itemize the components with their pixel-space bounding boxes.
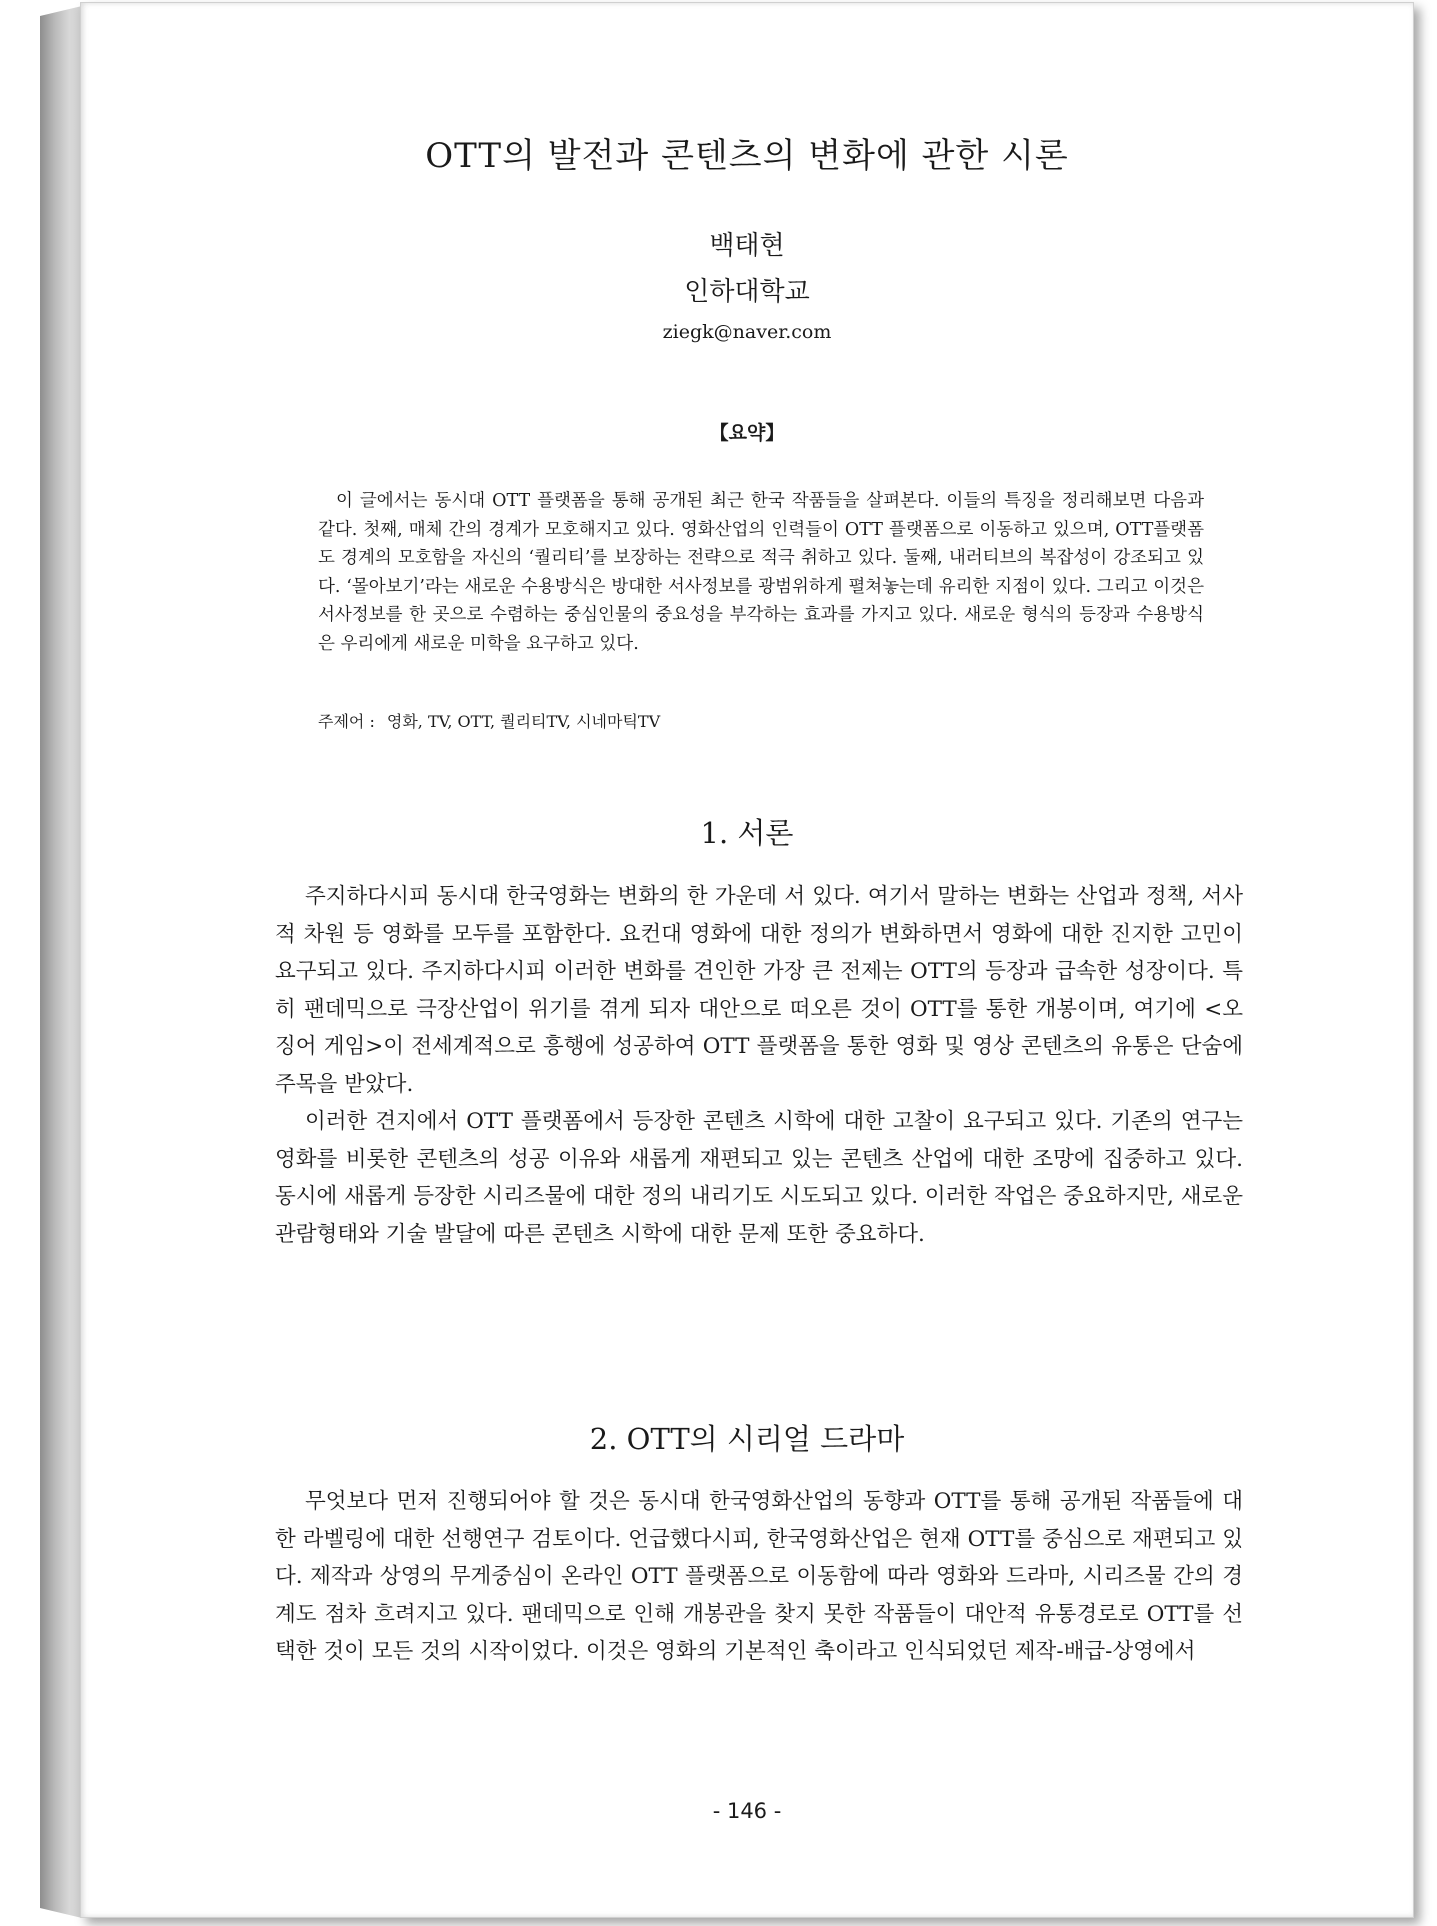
keywords-label: 주제어 : — [318, 712, 375, 731]
paper-title: OTT의 발전과 콘텐츠의 변화에 관한 시론 — [425, 136, 1069, 176]
paragraph: 이러한 견지에서 OTT 플랫폼에서 등장한 콘텐츠 시학에 대한 고찰이 요구되고 있다. 기존의 연구는 영화를 비롯한 콘텐츠의 성공 이유와 새롭게 재편되고 있는 콘텐츠 산업에 대한 조망에 집중하고 있다. 동시에 새롭게 등장한 시리즈물에 대한 정의 내리기도 시도되고 있다. 이러한 작업은 중요하지만, 새로운 관람형태와 기술 발달에 따른 콘텐츠 시학에 대한 문제 또한 중요하다. — [275, 1109, 1243, 1247]
abstract-heading: 【요약】 — [709, 422, 785, 444]
paragraph: 무엇보다 먼저 진행되어야 할 것은 동시대 한국영화산업의 동향과 OTT를 통해 공개된 작품들에 대한 라벨링에 대한 선행연구 검토이다. 언급했다시피, 한국영화산업은 현재 OTT를 중심으로 재편되고 있다. 제작과 상영의 무게중심이 온라인 OTT 플랫폼으로 이동함에 따라 영화와 드라마, 시리즈물 간의 경계도 점차 흐려지고 있다. 팬데믹으로 인해 개봉관을 찾지 못한 작품들이 대안적 유통경로로 OTT를 선택한 것이 모든 것의 시작이었다. 이것은 영화의 기본적인 축이라고 인식되었던 제작-배급-상영에서 — [275, 1489, 1243, 1664]
keywords-list: 영화, TV, OTT, 퀄리티TV, 시네마틱TV — [386, 712, 661, 731]
page-number: - 146 - — [712, 1799, 782, 1823]
keywords-line — [318, 709, 660, 732]
section-body-introduction — [275, 878, 1243, 1253]
section-heading-ott-serial-drama: 2. OTT의 시리얼 드라마 — [589, 1422, 905, 1456]
section-heading-introduction: 1. 서론 — [700, 816, 794, 850]
paper-page — [80, 2, 1414, 1918]
author-name: 백태현 — [709, 231, 785, 261]
abstract-text: 이 글에서는 동시대 OTT 플랫폼을 통해 공개된 최근 한국 작품들을 살펴본다. 이들의 특징을 정리해보면 다음과 같다. 첫째, 매체 간의 경계가 모호해지고 있다. 영화산업의 인력들이 OTT 플랫폼으로 이동하고 있으며, OTT플랫폼도 경계의 모호함을 자신의 ‘퀄리티’를 보장하는 전략으로 적극 취하고 있다. 둘째, 내러티브의 복잡성이 강조되고 있다. ‘몰아보기’라는 새로운 수용방식은 방대한 서사정보를 광범위하게 펼쳐놓는데 유리한 지점이 있다. 그리고 이것은 서사정보를 한 곳으로 수렴하는 중심인물의 중요성을 부각하는 효과를 가지고 있다. 새로운 형식의 등장과 수용방식은 우리에게 새로운 미학을 요구하고 있다. — [318, 491, 1204, 654]
author-affiliation: 인하대학교 — [684, 277, 810, 307]
book-spine — [40, 6, 82, 1918]
author-email: ziegk@naver.com — [662, 321, 832, 343]
paragraph: 주지하다시피 동시대 한국영화는 변화의 한 가운데 서 있다. 여기서 말하는 변화는 산업과 정책, 서사적 차원 등 영화를 모두를 포함한다. 요컨대 영화에 대한 정의가 변화하면서 영화에 대한 진지한 고민이 요구되고 있다. 주지하다시피 이러한 변화를 견인한 가장 큰 전제는 OTT의 등장과 급속한 성장이다. 특히 팬데믹으로 극장산업이 위기를 겪게 되자 대안으로 떠오른 것이 OTT를 통한 개봉이며, 여기에 <오징어 게임>이 전세계적으로 흥행에 성공하여 OTT 플랫폼을 통한 영화 및 영상 콘텐츠의 유통은 단숨에 주목을 받았다. — [275, 884, 1243, 1097]
section-body-ott-serial-drama — [275, 1483, 1243, 1671]
